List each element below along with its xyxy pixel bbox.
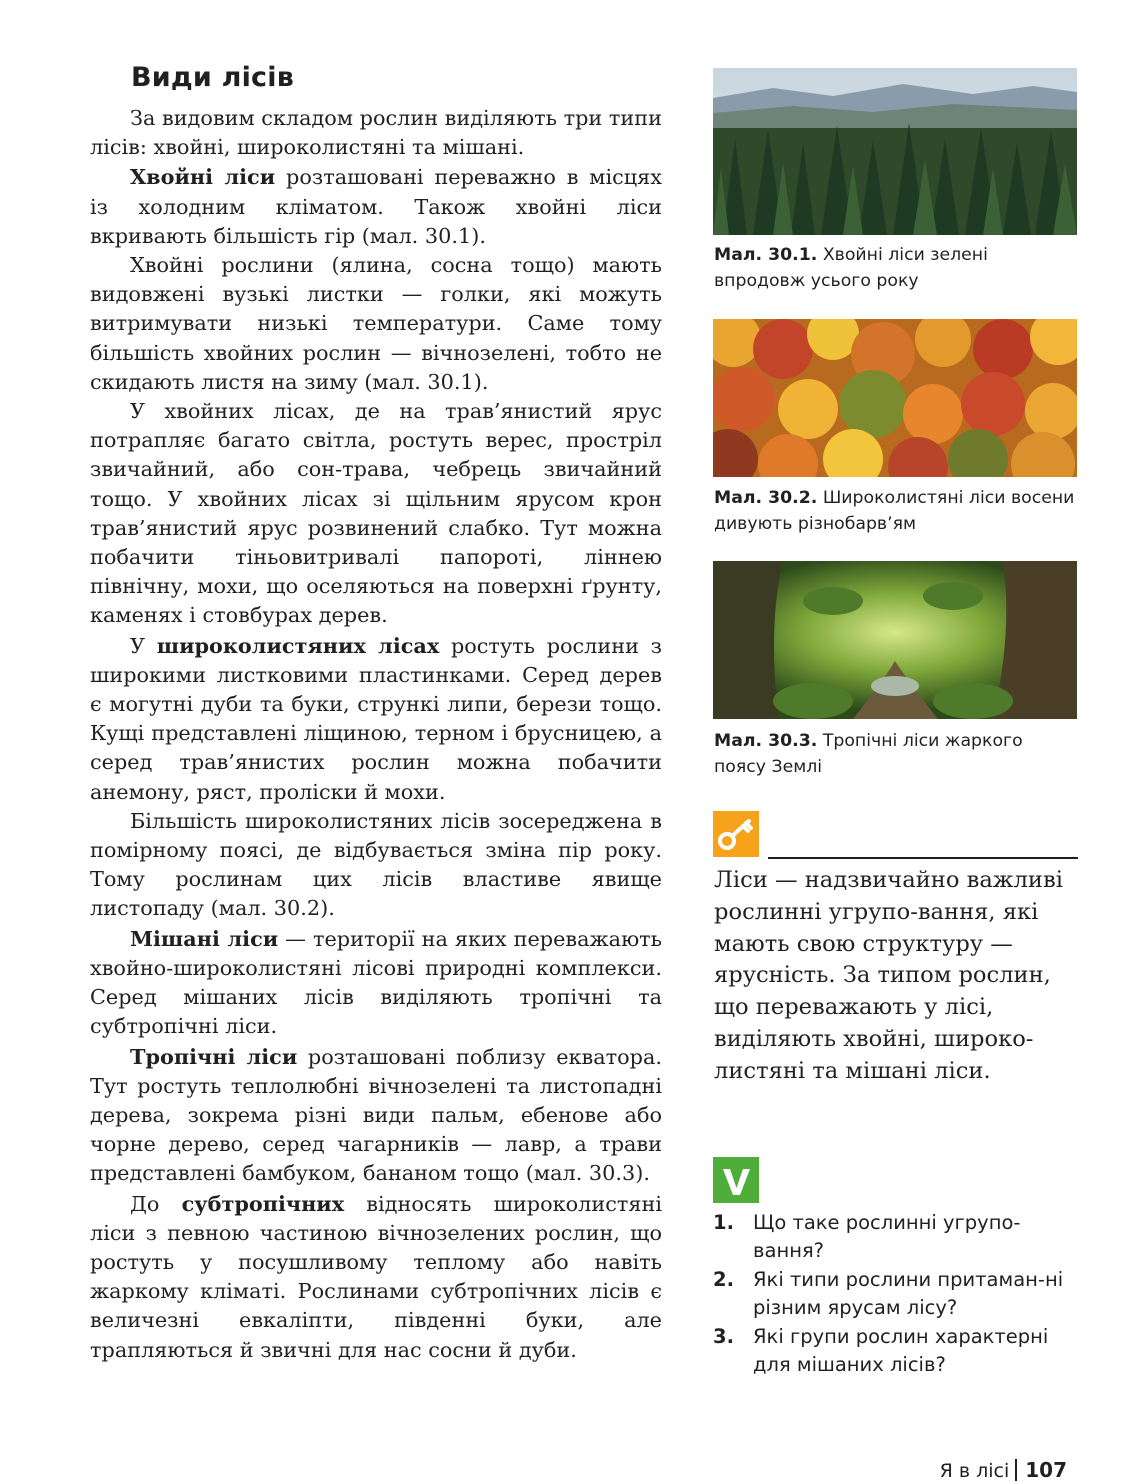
- paragraph: До субтропічних відносять широколистяні ліси з певною частиною вічнозелених рослин, що ростуть у посушливому теплому або навіть жаркому кліматі. Рослинами субтропічних лісів є величезні евкаліпти, південні буки, але трапляються й звичні для нас сосни й дуби.: [90, 1190, 662, 1362]
- figure-caption: Мал. 30.2. Широколистяні ліси восени дивують різнобарв’ям: [714, 488, 1075, 534]
- figure-caption: Мал. 30.1. Хвойні ліси зелені впродовж усього року: [714, 245, 988, 291]
- paragraph: Більшість широколистяних лісів зосереджена в помірному поясі, де відбувається зміна пір року. Тому рослинам цих лісів властиве явище листопаду (мал. 30.2).: [90, 808, 662, 921]
- paragraph: Мішані ліси — території на яких переважають хвойно-широколистяні лісові природні комплекси. Серед мішаних лісів виділяють тропічні та субтропічні ліси.: [90, 925, 662, 1039]
- tropical-forest-photo: [713, 561, 1077, 719]
- autumn-broadleaf-forest-photo: [713, 319, 1077, 477]
- question-item: 3. Які групи рослин характерні для мішаних лісів?: [713, 1324, 1049, 1377]
- section-heading: Види лісів: [131, 62, 294, 93]
- key-summary-text: Ліси — надзвичайно важливі рослинні угрупо-вання, які мають свою структуру — ярусність. За типом рослин, що переважають у лісі, виділяють хвойні, широко-листяні та мішані ліси.: [714, 867, 1063, 1084]
- paragraph: У широколистяних лісах ростуть рослини з широкими листковими пластинками. Серед дерев є могутні дуби та буки, стрункі липи, берези тощо. Кущі представлені ліщиною, терном і брусницею, а серед трав’янистих рослин можна побачити анемону, ряст, проліски й мохи.: [90, 632, 662, 804]
- figure-caption: Мал. 30.3. Тропічні ліси жаркого поясу Землі: [714, 731, 1023, 777]
- paragraph: Хвойні рослини (ялина, сосна тощо) мають видовжені вузькі листки — голки, які можуть витримувати низькі температури. Саме тому більшість хвойних рослин — вічнозелені, тобто не скидають листя на зиму (мал. 30.1).: [90, 253, 662, 394]
- paragraph: У хвойних лісах, де на трав’янистий ярус потрапляє багато світла, ростуть верес, простріл звичайний, або сон-трава, чебрець звичайний тощо. У хвойних лісах зі щільним ярусом крон трав’янистий ярус розвинений слабко. Тут можна побачити тіньовитривалі папороті, ліннею північну, мохи, що оселяються на поверхні ґрунту, каменях і стовбурах дерев.: [90, 399, 662, 628]
- divider: [768, 857, 1078, 859]
- body-text: [90, 104, 662, 1365]
- page-footer: [940, 1458, 1067, 1482]
- review-questions: [713, 1209, 1081, 1379]
- page-number: 107: [1025, 1458, 1067, 1482]
- paragraph: Хвойні ліси розташовані переважно в місцях із холодним кліматом. Також хвойні ліси вкривають більшість гір (мал. 30.1).: [90, 164, 662, 248]
- question-item: 2. Які типи рослини притаман-ні різним ярусам лісу?: [713, 1267, 1064, 1320]
- key-icon: [713, 811, 759, 857]
- checkmark-icon: [713, 1157, 759, 1203]
- paragraph: Тропічні ліси розташовані поблизу екватора. Тут ростуть теплолюбні вічнозелені та листопадні дерева, зокрема різні види пальм, ебенове або чорне дерево, серед чагарників — лавр, а трави представлені бамбуком, бананом тощо (мал. 30.3).: [90, 1043, 662, 1186]
- paragraph: За видовим складом рослин виділяють три типи лісів: хвойні, широколистяні та мішані.: [90, 106, 662, 160]
- question-item: 1. Що таке рослинні угрупо-вання?: [713, 1211, 1021, 1263]
- conifer-forest-photo: [713, 68, 1077, 235]
- footer-section: Я в лісі: [939, 1460, 1010, 1482]
